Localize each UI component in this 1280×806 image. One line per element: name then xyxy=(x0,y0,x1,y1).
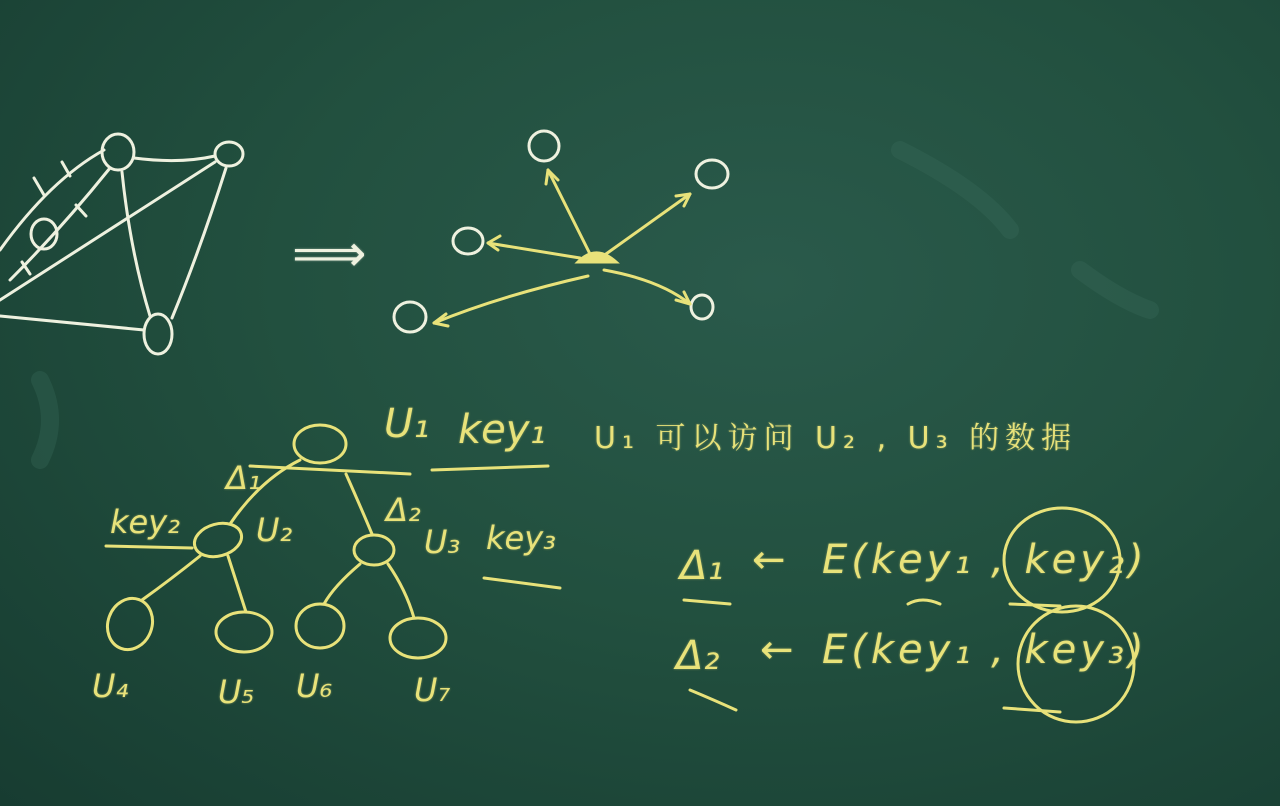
delta-left-label: Δ₁ xyxy=(226,459,261,497)
graph-node-bottom xyxy=(144,314,172,354)
eq2-arrow: ← xyxy=(760,627,794,673)
u6-label: U₆ xyxy=(296,667,333,705)
tree-node-u5 xyxy=(216,612,272,652)
graph-node-right xyxy=(215,142,243,166)
u2-key-label: key₂ xyxy=(110,503,180,541)
graph-node-top xyxy=(102,134,134,170)
u5-label: U₅ xyxy=(218,673,255,711)
delta-right-label: Δ₂ xyxy=(386,491,421,529)
u3-label: U₃ xyxy=(424,523,461,561)
tree-node-u1 xyxy=(294,425,346,463)
u1-key-label: key₁ xyxy=(458,407,546,453)
eq2-rhs: E(key₁ , key₃) xyxy=(822,627,1148,673)
tree-node-u3 xyxy=(354,535,394,565)
tree-node-u7 xyxy=(390,618,446,658)
left-graph xyxy=(0,134,243,354)
tree-node-u6 xyxy=(296,604,344,648)
u2-label: U₂ xyxy=(256,511,293,549)
star-graph xyxy=(394,131,728,332)
tree-node-u4 xyxy=(100,592,159,656)
star-center xyxy=(578,253,616,262)
u1-label: U₁ xyxy=(384,401,430,447)
star-node-top-right xyxy=(696,160,728,188)
eq2-lhs: Δ₂ xyxy=(676,633,720,679)
eq1-arrow: ← xyxy=(752,537,786,583)
star-node-bottom-left xyxy=(394,302,426,332)
eq1-lhs: Δ₁ xyxy=(680,543,724,589)
star-node-left xyxy=(453,228,483,254)
access-note: U₁ 可以访问 U₂ , U₃ 的数据 xyxy=(594,421,1078,456)
chalk-smudges xyxy=(40,150,1150,460)
u7-label: U₇ xyxy=(414,671,451,709)
eq1-rhs: E(key₁ , key₂) xyxy=(822,537,1148,583)
u3-key-label: key₃ xyxy=(486,519,556,557)
implies-symbol: ⟹ xyxy=(292,224,367,284)
star-node-top xyxy=(529,131,559,161)
u4-label: U₄ xyxy=(92,667,129,705)
star-node-bottom-right xyxy=(691,295,713,319)
